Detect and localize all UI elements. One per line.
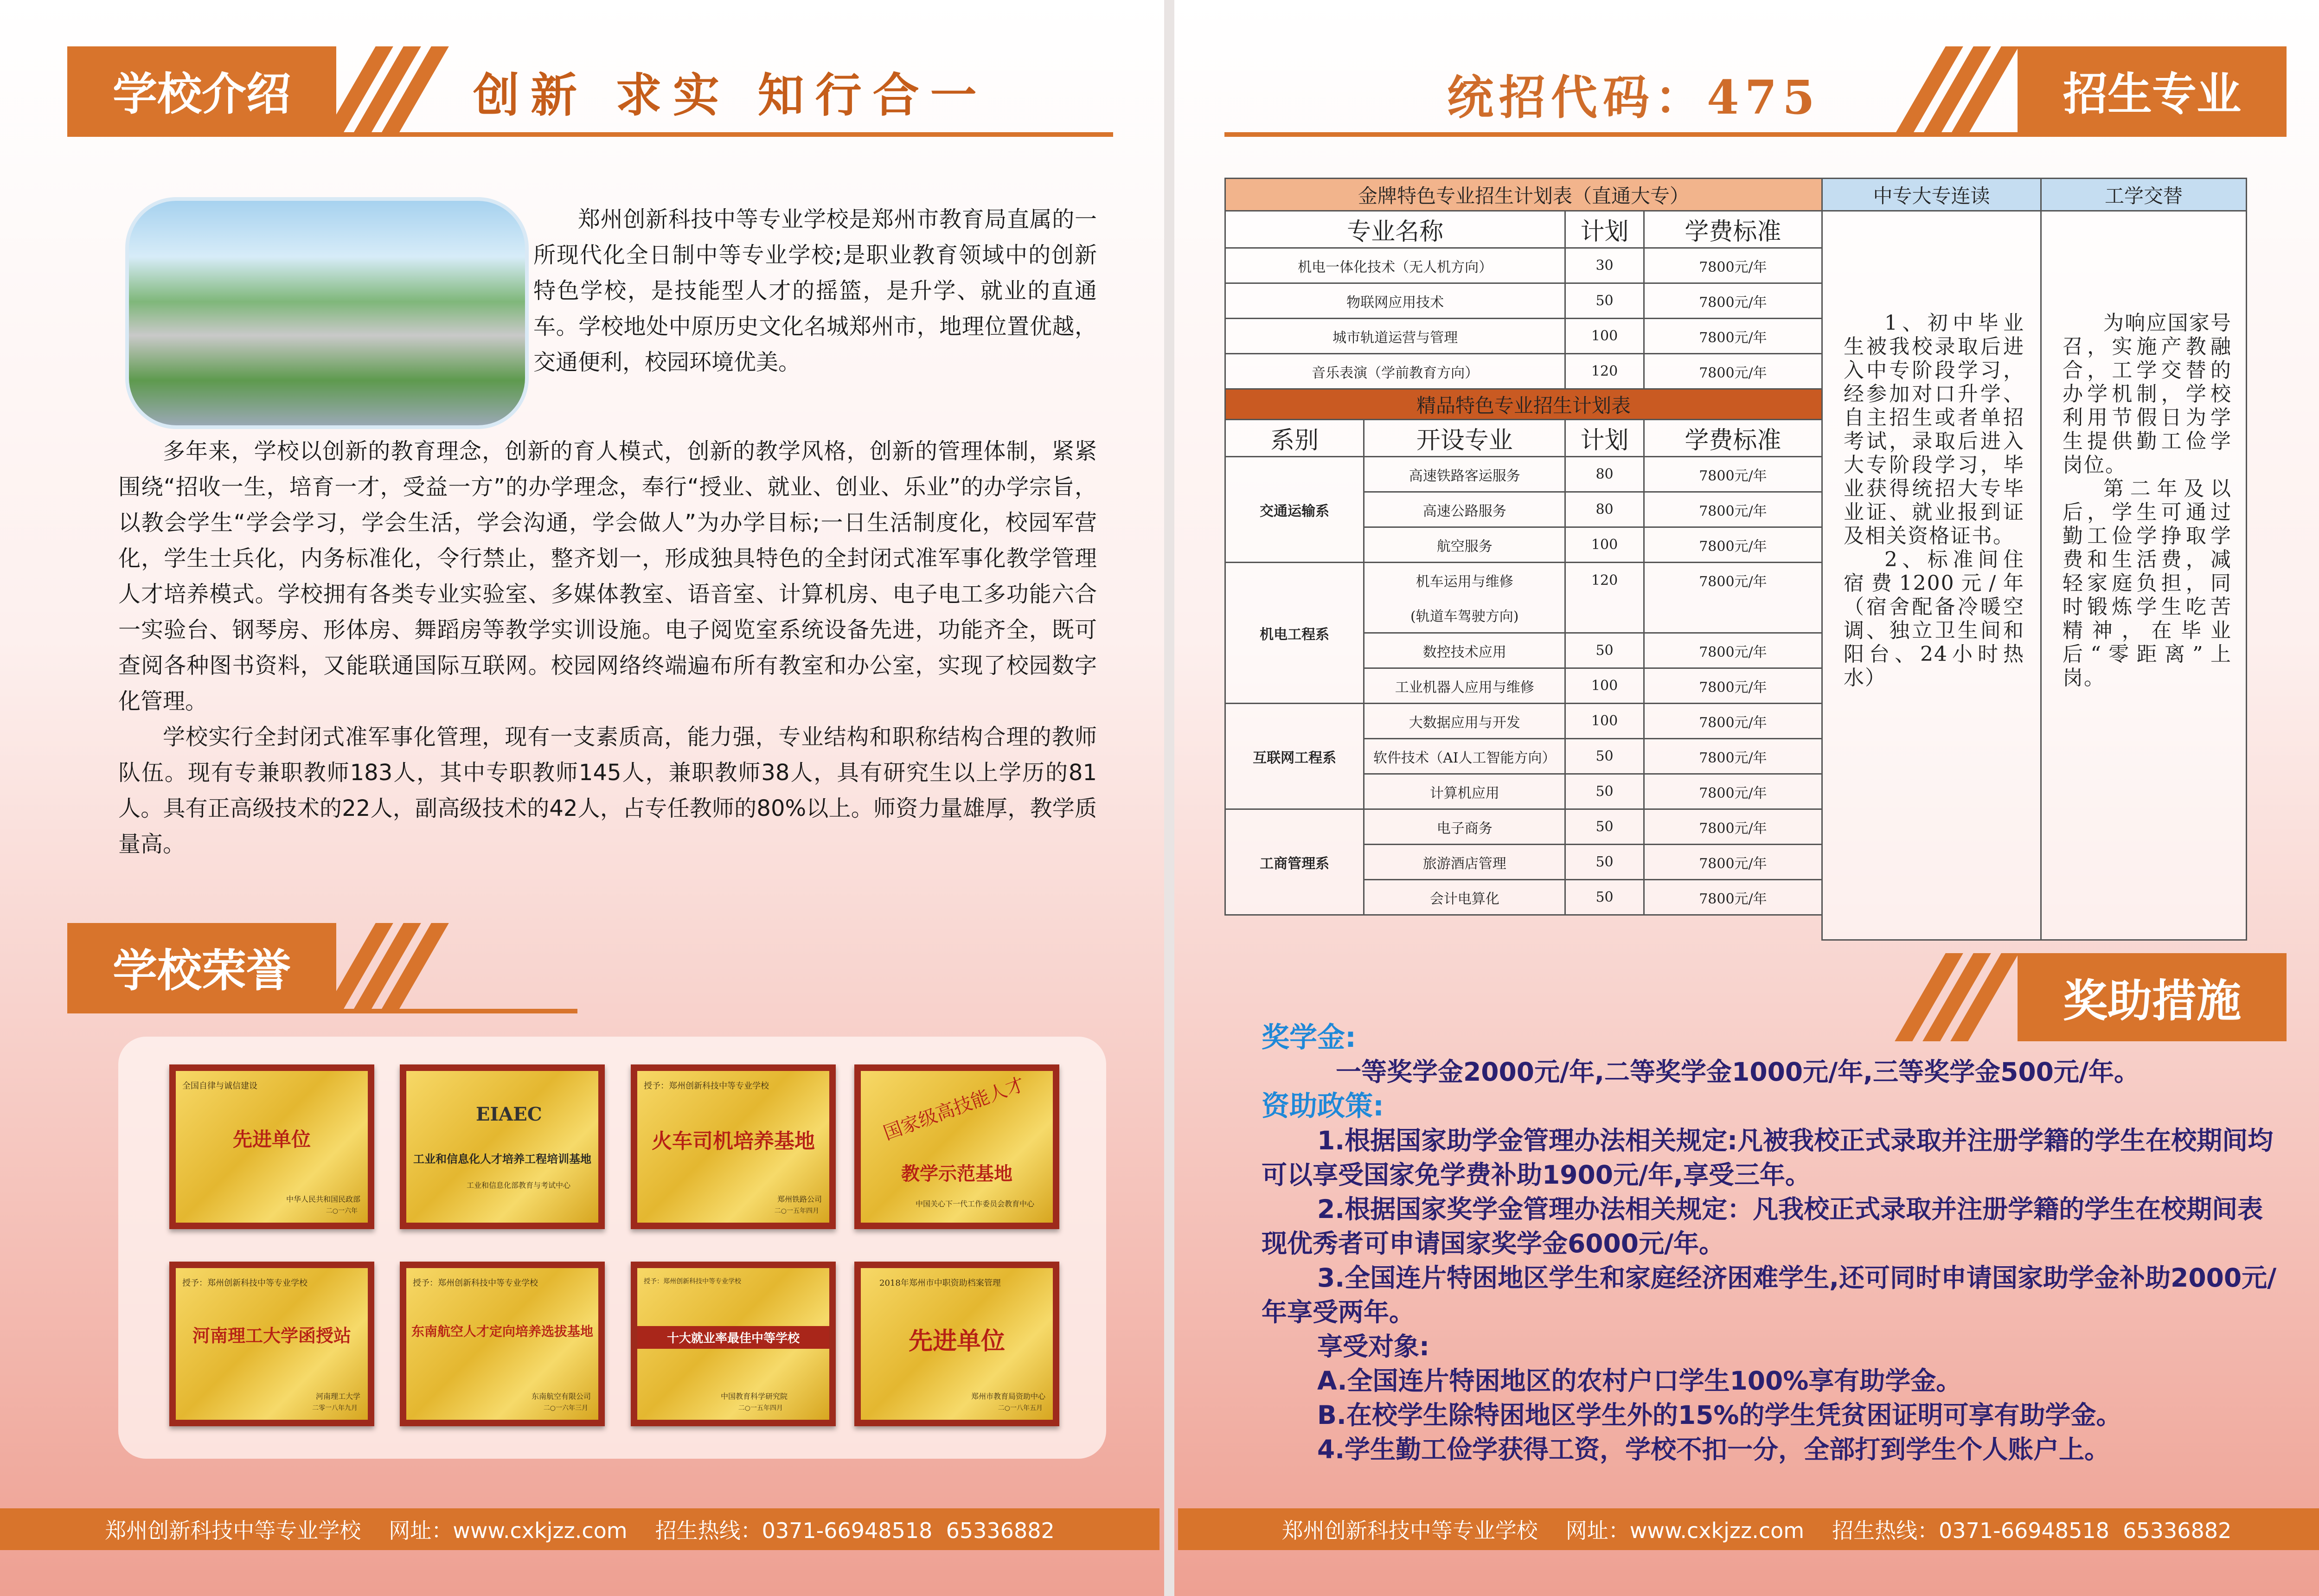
plaque-6: 授予：郑州创新科技中等专业学校 东南航空人才定向培养选拔基地 东南航空有限公司 二○一六年三月: [400, 1262, 605, 1426]
policy-1: 1.根据国家助学金管理办法相关规定:凡被我校正式录取并注册学籍的学生在校期间均可以享受国家免学费补助1900元/年,享受三年。: [1262, 1126, 2274, 1190]
table-row: 互联网工程系 大数据应用与开发 100 7800元/年: [1225, 704, 1822, 739]
plaque-8: 2018年郑州市中职资助档案管理 先进单位 郑州市教育局资助中心 二○一八年五月: [854, 1262, 1059, 1426]
target-4: 4.学生勤工俭学获得工资，学校不扣一分，全部打到学生个人账户上。: [1317, 1435, 2110, 1464]
table-row: 航空服务 100 7800元/年: [1225, 527, 1822, 563]
honor-header-line: [67, 1009, 577, 1013]
intro-paragraph-2: 多年来，学校以创新的教育理念，创新的育人模式，创新的教学风格，创新的管理体制，紧紧围绕“招收一生，培育一才，受益一方”的办学理念，奉行“授业、就业、创业、乐业”的办学宗旨，以教会学生“学会学习，学会生活，学会沟通，学会做人”为办学目标;一日生活制度化，校园军营化，学生士兵化，内务标准化，令行禁止，整齐划一，形成独具特色的全封闭式准军事化教学管理人才培养模式。学校拥有各类专业实验室、多媒体教室、语音室、计算机房、电子电工多功能六合一实验台、钢琴房、形体房、舞蹈房等教学实训设施。电子阅览室系统设备先进，功能齐全，既可查阅各种图书资料，又能联通国际互联网。校园网络终端遍布所有教室和办公室，实现了校园数字化管理。: [118, 438, 1097, 714]
intro-header-line: [67, 132, 1113, 137]
right-footer: 郑州创新科技中等专业学校 网址：www.cxkjzz.com 招生热线：0371-66948518 65336882: [1178, 1508, 2319, 1550]
majors-table: 金牌特色专业招生计划表（直通大专） 专业名称 计划 学费标准 机电一体化技术（无人机方向） 30 7800元/年 物联网应用技术 50 7800元/年 城市轨道运营与管理 100 7800元/年 音乐表演（学前教育方向） 120 7800元/年 精品特色专业招生计划表 系别 开设专业 计划 学费标准 交通运输系 高速铁路客运服务 80 7800元/年 高速公路服务 80 7800元/年 航空服务 100 7800元/年 机电工程系 机车运用与维修 120 7800元/年 (轨道车驾驶方向) 数控技术应用 50 7800元/年 工业机器人应用与维修 100 7800元/年 互联网工程系 大数据应用与开发 100 7800元/年 软件技术（AI人工智能方向） 50 7800元/年 计算机应用 50 7800元/年 工商管理系 电子商务 50 7800元/年 旅游酒店管理 50 7800元/年 会计电算化 50 7800元/年: [1224, 178, 1823, 916]
honor-header: 学校荣誉: [67, 923, 336, 1011]
table-row: 音乐表演（学前教育方向） 120 7800元/年: [1225, 354, 1822, 389]
majors-header-line: [1224, 132, 2287, 137]
side-box-continuous-text: 1、初中毕业生被我校录取后进入中专阶段学习，经参加对口升学、自主招生或者单招考试，录取后进入大专阶段学习，毕业获得统招大专毕业证、就业报到证及相关资格证书。 2、标准间住宿费1200元/年（宿舍配备冷暖空调、独立卫生间和阳台、24小时热水）: [1844, 311, 2024, 690]
table-row: 高速公路服务 80 7800元/年: [1225, 492, 1822, 527]
intro-paragraph-1: 郑州创新科技中等专业学校是郑州市教育局直属的一所现代化全日制中等专业学校;是职业教育领域中的创新特色学校，是技能型人才的摇篮，是升学、就业的直通车。学校地处中原历史文化名城郑州市，地理位置优越，交通便利，校园环境优美。: [533, 206, 1097, 375]
side-box-work-study-title: 工学交替: [2042, 179, 2246, 212]
majors-header: 招生专业: [2018, 46, 2287, 135]
target-label: 享受对象:: [1317, 1332, 1429, 1361]
table-row: 工商管理系 电子商务 50 7800元/年: [1225, 809, 1822, 845]
campus-photo: [125, 197, 529, 429]
majors-header-stripes: [1920, 46, 1993, 135]
plaque-5: 授予：郑州创新科技中等专业学校 河南理工大学函授站 河南理工大学 二零一八年九月: [169, 1262, 374, 1426]
intro-header-stripes: [350, 46, 423, 135]
slogan: 创新 求实 知行合一: [473, 68, 988, 122]
table-row: 数控技术应用 50 7800元/年: [1225, 633, 1822, 668]
plaque-7: 授予：郑州创新科技中等专业学校 十大就业率最佳中等学校 中国教育科学研究院 二○一五年四月: [631, 1262, 836, 1426]
aid-section: [1262, 1020, 2282, 1467]
table-row: 旅游酒店管理 50 7800元/年: [1225, 845, 1822, 880]
intro-text-bottom: [118, 434, 1097, 862]
table-row: 计算机应用 50 7800元/年: [1225, 774, 1822, 809]
table-row: 工业机器人应用与维修 100 7800元/年: [1225, 668, 1822, 704]
table-row: 机电工程系 机车运用与维修 120 7800元/年: [1225, 563, 1822, 598]
aid-header: 奖助措施: [2018, 953, 2287, 1041]
plaque-2: EIAEC 工业和信息化人才培养工程培训基地 工业和信息化部教育与考试中心: [400, 1064, 605, 1229]
table-row: 物联网应用技术 50 7800元/年: [1225, 283, 1822, 319]
table-row: 机电一体化技术（无人机方向） 30 7800元/年: [1225, 248, 1822, 283]
plaque-1: 全国自律与诚信建设 先进单位 中华人民共和国民政部 二○一六年: [169, 1064, 374, 1229]
scholarship-label: 奖学金:: [1262, 1021, 1356, 1054]
side-box-continuous-title: 中专大专连读: [1823, 179, 2040, 212]
policy-3: 3.全国连片特困地区学生和家庭经济困难学生,还可同时申请国家助学金补助2000元/年享受两年。: [1262, 1263, 2277, 1327]
table-row: (轨道车驾驶方向): [1225, 598, 1822, 633]
table-row: 会计电算化 50 7800元/年: [1225, 880, 1822, 915]
target-a: A.全国连片特困地区的农村户口学生100%享有助学金。: [1317, 1366, 1962, 1396]
policy-label: 资助政策:: [1262, 1090, 1384, 1122]
intro-paragraph-3: 学校实行全封闭式准军事化管理，现有一支素质高，能力强，专业结构和职称结构合理的教师队伍。现有专兼职教师183人，其中专职教师145人，兼职教师38人，具有研究生以上学历的81人。具有正高级技术的22人，副高级技术的42人，占专任教师的80%以上。师资力量雄厚，教学质量高。: [118, 724, 1097, 857]
table1-title: 金牌特色专业招生计划表（直通大专）: [1225, 179, 1822, 211]
left-footer: 郑州创新科技中等专业学校 网址：www.cxkjzz.com 招生热线：0371-66948518 65336882: [0, 1508, 1160, 1550]
honor-header-stripes: [350, 923, 423, 1011]
side-box-work-study: [2040, 178, 2247, 941]
page-divider: [1164, 0, 1174, 1596]
table-row: 城市轨道运营与管理 100 7800元/年: [1225, 319, 1822, 354]
intro-text-top: [533, 202, 1097, 380]
table-row: 交通运输系 高速铁路客运服务 80 7800元/年: [1225, 457, 1822, 492]
side-box-work-study-text: 为响应国家号召，实施产教融合，工学交替的办学机制，学校利用节假日为学生提供勤工俭学岗位。 第二年及以后，学生可通过勤工俭学挣取学费和生活费，减轻家庭负担，同时锻炼学生吃苦精神，在毕业后“零距离”上岗。: [2063, 311, 2232, 690]
target-b: B.在校学生除特困地区学生外的15%的学生凭贫困证明可享有助学金。: [1317, 1400, 2122, 1430]
code-label: 统招代码：475: [1447, 70, 1820, 125]
side-box-continuous: [1821, 178, 2042, 941]
table2-title: 精品特色专业招生计划表: [1225, 389, 1822, 420]
table-row: 软件技术（AI人工智能方向） 50 7800元/年: [1225, 739, 1822, 774]
policy-2: 2.根据国家奖学金管理办法相关规定：凡我校正式录取并注册学籍的学生在校期间表现优秀者可申请国家奖学金6000元/年。: [1262, 1194, 2263, 1258]
intro-header: 学校介绍: [67, 46, 336, 135]
plaque-4: 国家级高技能人才 教学示范基地 中国关心下一代工作委员会教育中心: [854, 1064, 1059, 1229]
scholarship-line: 一等奖学金2000元/年,二等奖学金1000元/年,三等奖学金500元/年。: [1336, 1057, 2140, 1087]
plaque-3: 授予：郑州创新科技中等专业学校 火车司机培养基地 郑州铁路公司 二○一五年四月: [631, 1064, 836, 1229]
